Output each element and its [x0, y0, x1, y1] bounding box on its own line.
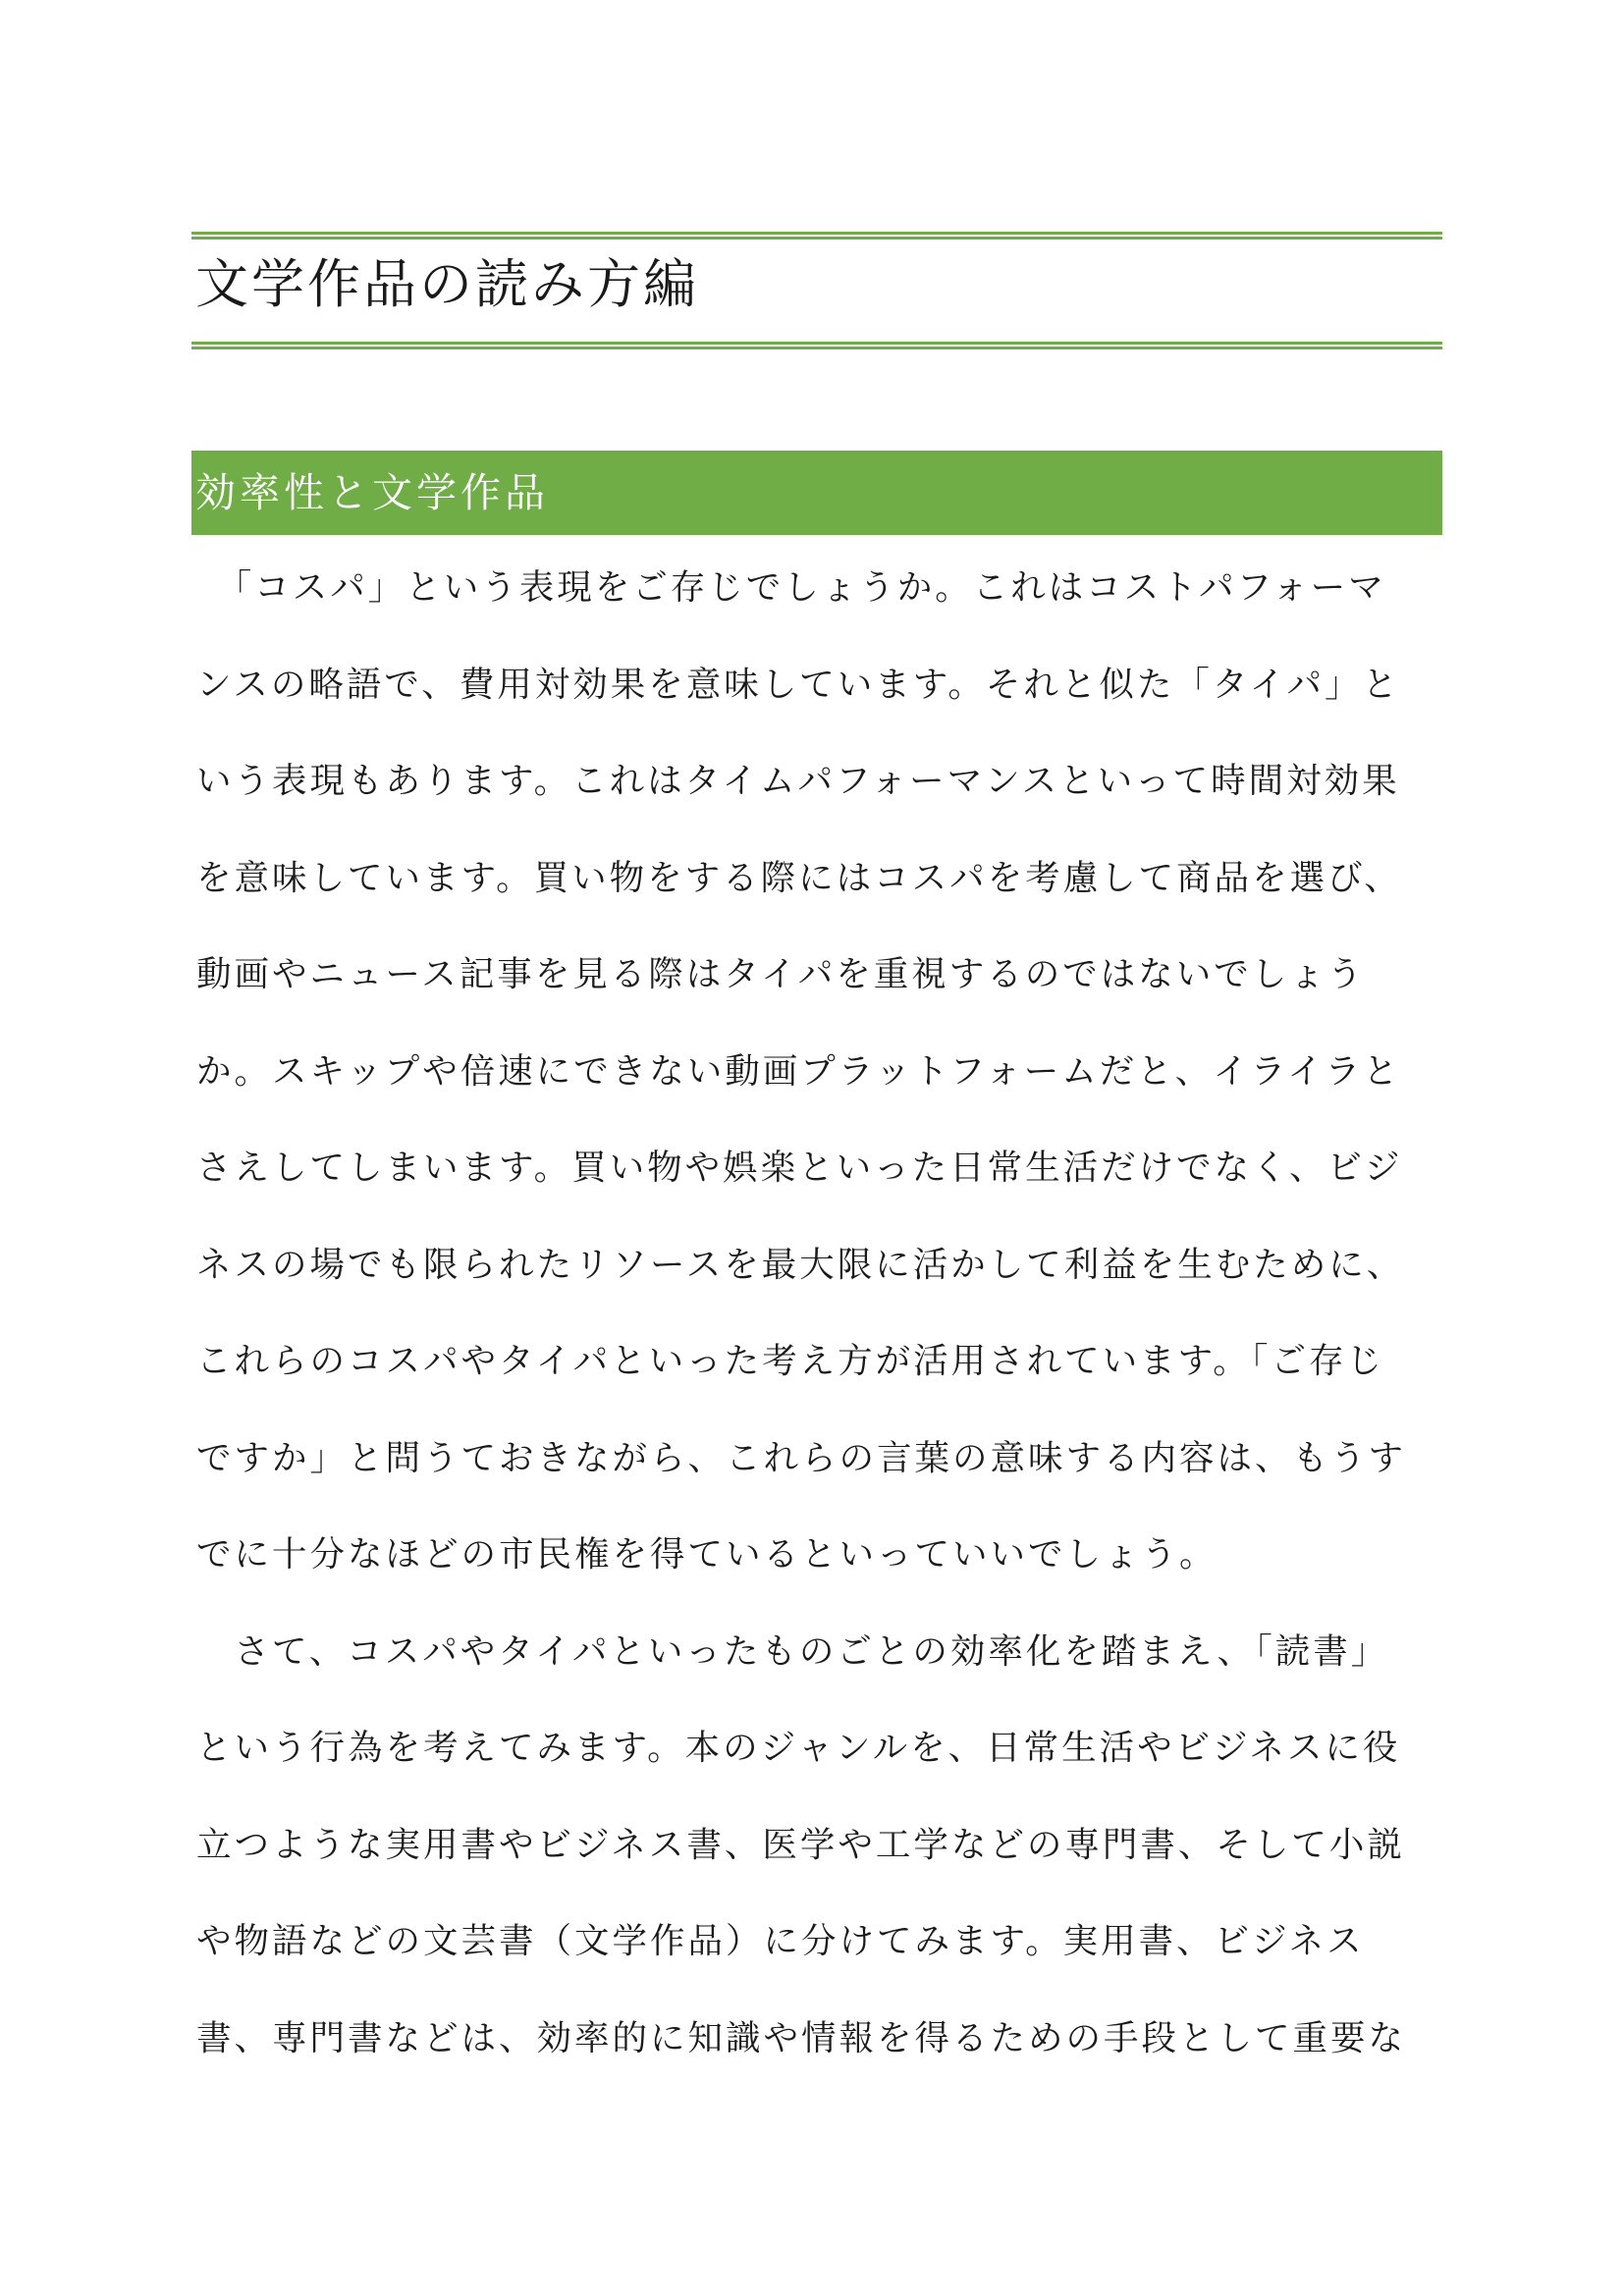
body-line: 動画やニュース記事を見る際はタイパを重視するのではないでしょう [196, 954, 1366, 994]
body-line: や物語などの文芸書（文学作品）に分けてみます。実用書、ビジネス [196, 1921, 1365, 1961]
section-heading: 効率性と文学作品 [191, 451, 1442, 535]
body-line: ネスの場でも限られたリソースを最大限に活かして利益を生むために、 [196, 1244, 1405, 1285]
body-line: を意味しています。買い物をする際にはコスパを考慮して商品を選び、 [196, 857, 1402, 898]
body-text [196, 540, 1463, 2087]
body-line: いう表現もあります。これはタイムパフォーマンスといって時間対効果 [196, 761, 1400, 801]
body-line: さえしてしまいます。買い物や娯楽といった日常生活だけでなく、ビジ [196, 1148, 1403, 1188]
body-line: か。スキップや倍速にできない動画プラットフォームだと、イライラと [196, 1050, 1401, 1092]
body-line: 「コスパ」という表現をご存じでしょうか。これはコストパフォーマ [196, 567, 1386, 608]
body-line: 書、専門書などは、効率的に知識や情報を得るための手段として重要な [196, 2017, 1407, 2058]
title-rule-bottom [191, 342, 1442, 349]
page-title: 文学作品の読み方編 [195, 253, 699, 315]
body-line: さて、コスパやタイパといったものごとの効率化を踏まえ、「読書」 [196, 1630, 1389, 1672]
body-line: ですか」と問うておきながら、これらの言葉の意味する内容は、もうす [196, 1437, 1407, 1478]
body-line: 立つような実用書やビジネス書、医学や工学などの専門書、そして小説 [196, 1824, 1405, 1865]
body-line: これらのコスパやタイパといった考え方が活用されています。「ご存じ [196, 1341, 1384, 1381]
title-block [191, 232, 1442, 349]
body-line: でに十分なほどの市民権を得ているといっていいでしょう。 [196, 1534, 1218, 1575]
title-rule-top [191, 232, 1442, 240]
body-line: という行為を考えてみます。本のジャンルを、日常生活やビジネスに役 [196, 1728, 1401, 1768]
body-line: ンスの略語で、費用対効果を意味しています。それと似た「タイパ」と [196, 664, 1400, 705]
